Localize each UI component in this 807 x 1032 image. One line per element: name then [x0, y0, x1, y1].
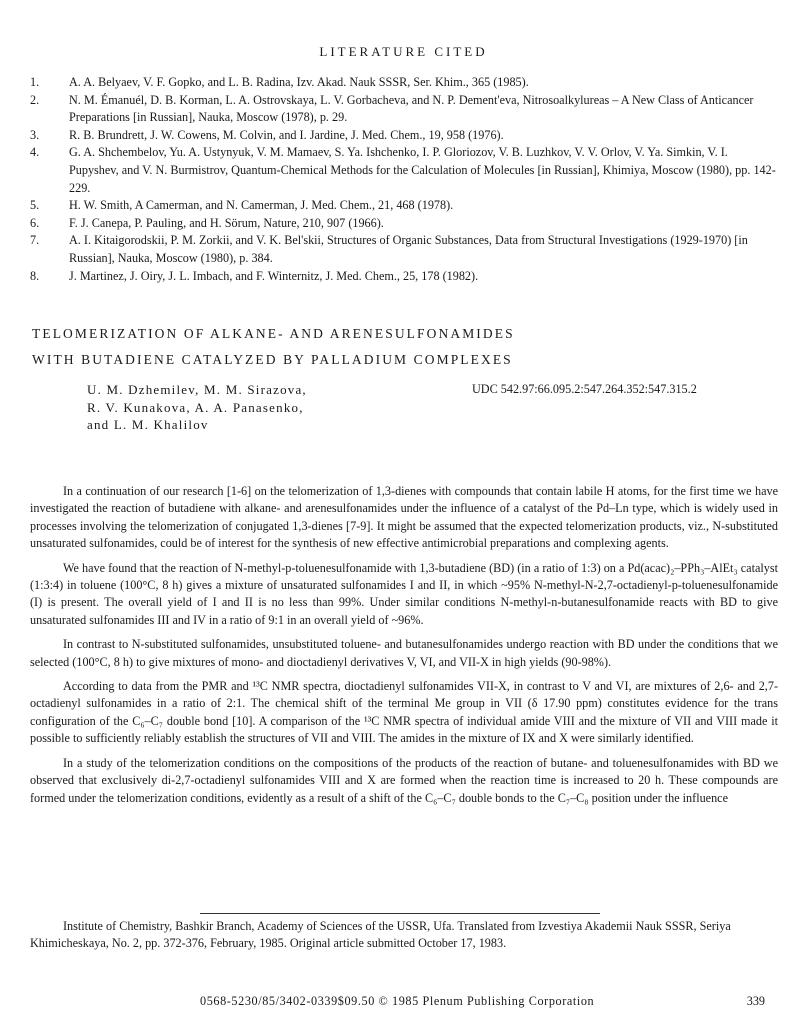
body-paragraph: According to data from the PMR and ¹³C NMR spectra, dioctadienyl sulfonamides VII-X, in contrast to V and VI, are mixtures of 2,6- and 2,7-octadienyl sulfonamides in a ratio of 2:1. The chemical shift of the terminal Me group in VII (δ 17.90 ppm) constitutes evidence for the trans configuration of the C₆–C₇ double bond [10]. A comparison of the ¹³C NMR spectra of individual amide VIII and the mixture of VII and VIII made it possible to sufficiently reliably establish the structures of VII and VIII. The amides in the mixture of IX and X were similarly identified.: [30, 679, 778, 746]
body-paragraph: In a study of the telomerization conditions on the compositions of the products of the reaction of butane- and toluenesulfonamides with BD we observed that exclusively di-2,7-octadienyl sulfonamides VIII and X are formed when the reaction time is increased to 20 h. These compounds are formed under the telomerization conditions, evidently as a result of a shift of the C₆–C₇ double bonds to the C₇–C₈ position under the influence: [30, 755, 778, 805]
body-paragraph: We have found that the reaction of N-methyl-p-toluenesulfonamide with 1,3-butadiene (BD) (in a ratio of 1:3) on a Pd(acac)₂–PPh₃–AlEt₃ catalyst (1:3:4) in toluene (100°C, 8 h) gives a mixture of unsaturated sulfonamides I and II, in which ~95% N-methyl-N-2,7-octadienyl-p-toluenesulfonamide (I) is present. The overall yield of I and II is no less than 99%. Under similar conditions N-methyl-n-butanesulfonamide reacts with BD to give unsaturated sulfonamides III and IV in a ratio of 9:1 in an overall yield of ~96%.: [30, 560, 778, 627]
reference-number: 4.: [30, 145, 40, 160]
author-line: and L. M. Khalilov: [87, 417, 209, 432]
page-number: 339: [746, 994, 765, 1008]
body-paragraph: In a continuation of our research [1-6] on the telomerization of 1,3-dienes with compounds that contain labile H atoms, for the first time we have investigated the reaction of butadiene with alkane- and arenesulfonamides under the influence of a catalyst of the Pd–Ln type, which is widely used in processes involving the telomerization of conjugated 1,3-dienes [7-9]. It might be assumed that the expected telomerization products, viz., N-substituted unsaturated sulfonamides, could be of interest for the synthesis of new effective antimicrobial preparations and complexing agents.: [30, 484, 778, 551]
footnote-divider: [200, 913, 600, 914]
reference-item: [30, 197, 778, 215]
reference-number: 5.: [30, 198, 40, 213]
reference-text: N. M. Émanuél, D. B. Korman, L. A. Ostrovskaya, L. V. Gorbacheva, and N. P. Dement'eva, Nitrosoalkylureas – A New Class of Anticancer Preparations [in Russian], Nauka, Moscow (1978), p. 29.: [69, 92, 754, 125]
reference-text: A. A. Belyaev, V. F. Gopko, and L. B. Radina, Izv. Akad. Nauk SSSR, Ser. Khim., 365 (1985).: [69, 75, 529, 89]
reference-item: [30, 127, 778, 145]
author-line: R. V. Kunakova, A. A. Panasenko,: [87, 399, 304, 415]
reference-number: 7.: [30, 233, 40, 248]
article-title-line-1: TELOMERIZATION OF ALKANE- AND ARENESULFONAMIDES: [32, 326, 515, 341]
body-paragraph: In contrast to N-substituted sulfonamides, unsubstituted toluene- and butanesulfonamides undergo reaction with BD under the conditions that we selected (100°C, 8 h) to give mixtures of mono- and dioctadienyl derivatives V, VI, and VII-X in high yields (90-98%).: [30, 637, 778, 669]
reference-number: 3.: [30, 127, 40, 142]
reference-text: J. Martinez, J. Oiry, J. L. Imbach, and F. Winternitz, J. Med. Chem., 25, 178 (1982).: [69, 268, 479, 283]
reference-list: [30, 74, 778, 285]
article-body: [30, 483, 778, 814]
udc-classification: UDC 542.97:66.095.2:547.264.352:547.315.2: [472, 382, 697, 396]
reference-item: [30, 74, 778, 92]
reference-item: [30, 92, 778, 127]
reference-number: 6.: [30, 215, 40, 230]
reference-number: 1.: [30, 75, 40, 89]
reference-number: 8.: [30, 268, 40, 283]
reference-item: [30, 268, 778, 286]
author-list: [87, 381, 447, 434]
article-title-line-2: WITH BUTADIENE CATALYZED BY PALLADIUM COMPLEXES: [32, 352, 513, 367]
reference-item: [30, 215, 778, 233]
publisher-footer: 0568-5230/85/3402-0339$09.50 © 1985 Plenum Publishing Corporation: [200, 994, 595, 1008]
author-line: U. M. Dzhemilev, M. M. Sirazova,: [87, 382, 307, 397]
reference-text: H. W. Smith, A Camerman, and N. Camerman, J. Med. Chem., 21, 468 (1978).: [69, 198, 454, 213]
reference-text: F. J. Canepa, P. Pauling, and H. Sörum, Nature, 210, 907 (1966).: [69, 215, 384, 230]
reference-text: A. I. Kitaigorodskii, P. M. Zorkii, and V. K. Bel'skii, Structures of Organic Substances, Data from Structural Investigations (1929-1970) [in Russian], Nauka, Moscow (1980), p. 384.: [69, 233, 748, 265]
reference-item: [30, 144, 778, 197]
reference-text: R. B. Brundrett, J. W. Cowens, M. Colvin, and I. Jardine, J. Med. Chem., 19, 958 (1976).: [69, 127, 504, 142]
reference-text: G. A. Shchembelov, Yu. A. Ustynyuk, V. M. Mamaev, S. Ya. Ishchenko, I. P. Gloriozov, V. B. Luzhkov, V. V. Orlov, V. Ya. Simkin, V. I. Pupyshev, and V. N. Burmistrov, Quantum-Chemical Methods for the Calculation of Molecules [in Russian], Khimiya, Moscow (1980), pp. 142-229.: [69, 145, 776, 195]
reference-number: 2.: [30, 92, 40, 107]
literature-cited-heading: LITERATURE CITED: [319, 44, 488, 59]
affiliation-footnote: Institute of Chemistry, Bashkir Branch, Academy of Sciences of the USSR, Ufa. Translated from Izvestiya Akademii Nauk SSSR, Seriya Khimicheskaya, No. 2, pp. 372-376, February, 1985. Original article submitted October 17, 1983.: [30, 919, 731, 951]
reference-item: [30, 232, 778, 267]
